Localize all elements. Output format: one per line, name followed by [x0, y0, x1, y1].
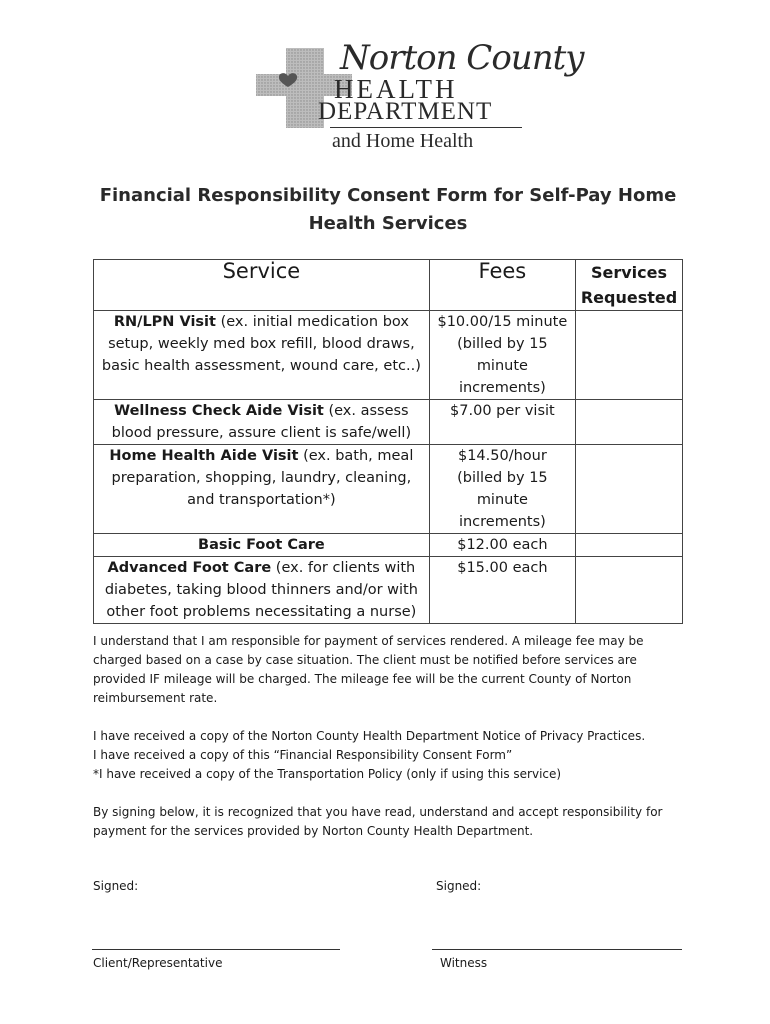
service-cell: [94, 311, 430, 400]
services-fee-table: [93, 259, 683, 624]
table-row: [94, 557, 683, 624]
service-cell: [94, 400, 430, 445]
form-title: Financial Responsibility Consent Form for Self-Pay Home Health Services: [99, 185, 677, 234]
service-cell: [94, 557, 430, 624]
services-requested-field[interactable]: [576, 534, 683, 557]
fee-cell: $14.50/hour (billed by 15 minute increments): [429, 445, 575, 534]
logo-divider: [330, 127, 522, 128]
service-description: (ex. for clients with diabetes, taking blood thinners and/or with other foot problems necessitating a nurse): [104, 560, 418, 620]
services-requested-field[interactable]: [576, 445, 683, 534]
services-requested-field[interactable]: [576, 400, 683, 445]
fee-cell: $12.00 each: [429, 534, 575, 557]
signed-label-witness: Signed:: [436, 879, 482, 893]
table-row: [94, 400, 683, 445]
witness-label: Witness: [440, 956, 488, 970]
acknowledgements: [93, 727, 683, 784]
fee-cell: $7.00 per visit: [429, 400, 575, 445]
logo-script-name: Norton County: [340, 38, 584, 78]
service-cell: [94, 445, 430, 534]
table-row: [94, 445, 683, 534]
signed-label-client: Signed:: [93, 879, 139, 893]
header-service: Service: [94, 260, 430, 311]
witness-signature-line[interactable]: [432, 949, 682, 950]
service-description: (ex. assess blood pressure, assure client is safe/well): [111, 403, 412, 441]
client-representative-label: Client/Representative: [93, 956, 223, 970]
service-name: RN/LPN Visit: [113, 314, 216, 330]
logo-department-text: DEPARTMENT: [318, 98, 493, 125]
service-name: Wellness Check Aide Visit: [114, 403, 324, 419]
privacy-ack: I have received a copy of the Norton County Health Department Notice of Privacy Practices.: [93, 729, 646, 743]
fee-cell: $10.00/15 minute (billed by 15 minute increments): [429, 311, 575, 400]
table-row: [94, 311, 683, 400]
services-requested-field[interactable]: [576, 557, 683, 624]
service-name: Home Health Aide Visit: [109, 448, 299, 464]
client-signature-line[interactable]: [92, 949, 340, 950]
service-description: (ex. bath, meal preparation, shopping, laundry, cleaning, and transportation*): [111, 448, 414, 508]
table-row: [94, 534, 683, 557]
mileage-paragraph: I understand that I am responsible for payment of services rendered. A mileage fee may be charged based on a case by case situation. The client must be notified before services are provided IF mileage will be charged. The mileage fee will be the current County of Norton reimbursement rate.: [93, 634, 644, 705]
header-services-requested: Services Requested: [576, 260, 683, 311]
services-requested-field[interactable]: [576, 311, 683, 400]
service-description: (ex. initial medication box setup, weekly med box refill, blood draws, basic health assessment, wound care, etc..): [101, 314, 421, 374]
signing-paragraph: By signing below, it is recognized that you have read, understand and accept responsibility for payment for the services provided by Norton County Health Department.: [93, 805, 663, 838]
service-cell: [94, 534, 430, 557]
logo-subtitle: and Home Health: [332, 130, 474, 152]
table-header-row: [94, 260, 683, 311]
fee-cell: $15.00 each: [429, 557, 575, 624]
header-fees: Fees: [429, 260, 575, 311]
consent-form-ack: I have received a copy of this “Financial Responsibility Consent Form”: [93, 748, 513, 762]
health-department-logo: [246, 34, 584, 154]
service-name: Advanced Foot Care: [107, 560, 272, 576]
logo-health-text: HEALTH: [334, 74, 458, 104]
transport-policy-ack: *I have received a copy of the Transportation Policy (only if using this service): [93, 767, 562, 781]
service-name: Basic Foot Care: [198, 537, 325, 553]
